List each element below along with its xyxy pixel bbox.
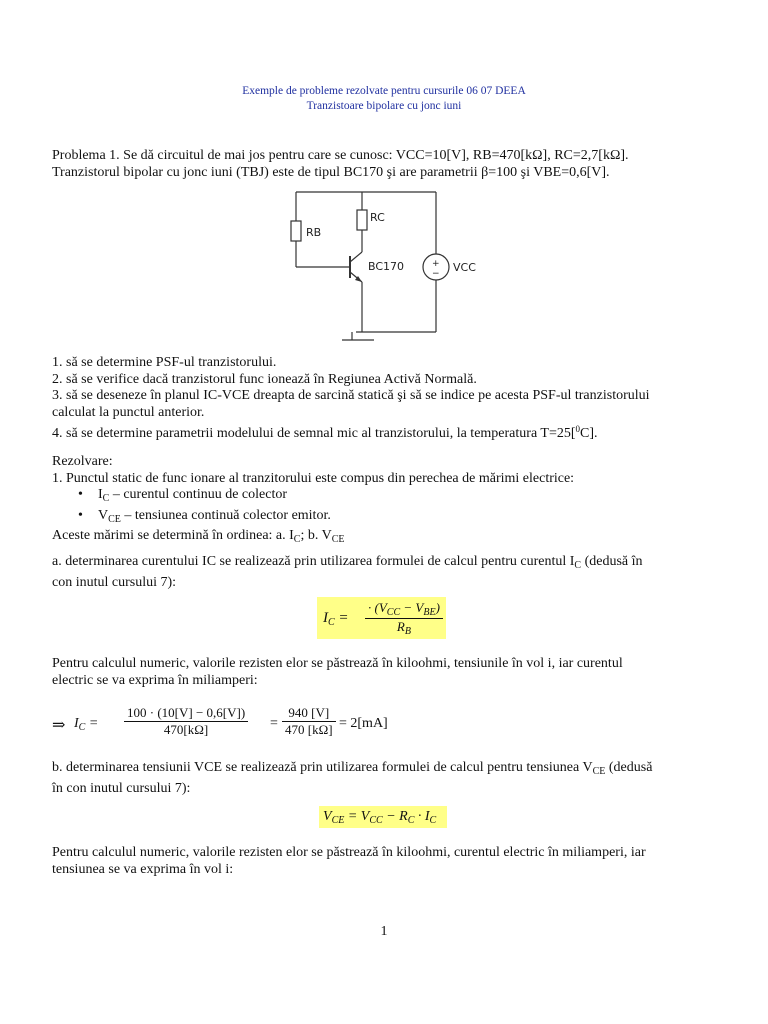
ic-calculation: ⇒ $I_C$ = $\frac{100 \cdot (10[V] - 0,6[V])}{470[k\Omega]}$ = $\frac{940 [V]}{470 [k\Omega]}$ = 2[mA] [52,705,388,737]
order-text: Aceste mărimi se determină în ordinea: a. $I_C$; b. $V_{CE}$ [52,528,345,545]
task-4-text: 4. să se determine parametrii modelului de semnal mic al tranzistorului, la temperatura T=25[ [52,426,576,441]
solution-intro: 1. Punctul static de func ionare al tranzitorului este compus din perechea de mărimi electrice: [52,470,575,486]
problem-line-1: Problema 1. Se dă circuitul de mai jos pentru care se cunosc: VCC=10[V], RB=470[kΩ], RC=2,7[kΩ]. [52,148,629,163]
task-4-unit: C]. [580,426,598,441]
bullet-vce: • $V_{CE}$ – tensiunea continuă colector emitor. [98,508,716,529]
solution-heading: Rezolvare: [52,454,113,469]
task-list [52,355,716,443]
vcc-label: VCC [453,261,476,274]
doc-header-title: Exemple de probleme rezolvate pentru cursurile 06 07 DEEA [242,85,526,97]
part-a-numeric-intro-2: electric se va exprima în miliamperi: [52,673,258,688]
bullet-ic: • $I_C$ – curentul continuu de colector [98,487,716,508]
task-4 [52,421,716,443]
part-b-numeric-intro-1: Pentru calculul numeric, valorile rezisten elor se păstrează în kiloohmi, curentul electric în miliamperi, iar [52,845,646,860]
doc-header-subtitle: Tranzistoare bipolare cu jonc iuni [306,100,462,112]
page-number: 1 [380,924,388,939]
implies-arrow: ⇒ [52,717,66,734]
formula-vce-box: $V_{CE} = V_{CC} - R_C \cdot I_C$ [319,806,447,828]
part-a-numeric-intro-1: Pentru calculul numeric, valorile rezisten elor se păstrează în kiloohmi, tensiunile în vol i, iar curentul [52,656,623,671]
rb-label: RB [306,226,322,239]
rc-resistor [357,210,367,230]
circuit-diagram [282,188,492,350]
task-4-superscript: 0 [575,424,581,434]
problem-line-2: Tranzistorul bipolar cu jonc iuni (TBJ) este de tipul BC170 şi are parametrii β=100 şi VBE=0,6[V]. [52,165,610,180]
solution-section [52,454,716,549]
vcc-minus-sign: − [432,269,440,279]
formula-ic-box: $I_C$ = · $(V_{CC} - V_{BE})$ $R_B$ [317,597,446,639]
rc-label: RC [370,211,385,224]
task-3: 3. să se deseneze în planul IC-VCE dreapta de sarcină statică şi să se indice pe acesta PSF-ul tranzistorului [52,388,650,403]
transistor-label: BC170 [368,260,405,273]
task-1: 1. să se determine PSF-ul tranzistorului. [52,355,277,370]
part-b-numeric-intro-2: tensiunea se va exprima în vol i: [52,862,234,877]
vcc-plus-sign: + [432,259,440,269]
task-2: 2. să se verifice dacă tranzistorul func ionează în Regiunea Activă Normală. [52,371,477,387]
part-b-text: b. determinarea tensiunii VCE se realizează prin utilizarea formulei de calcul pentru tensiunea $V_{CE}$ (dedusă în con inutul cursului 7): [52,760,653,796]
part-a-text: a. determinarea curentului IC se realizează prin utilizarea formulei de calcul pentru curentul $I_C$ (dedusă în con inutul cursului 7): [52,554,643,590]
rb-resistor [291,221,301,241]
task-3-continued: calculat la punctul anterior. [52,404,205,420]
